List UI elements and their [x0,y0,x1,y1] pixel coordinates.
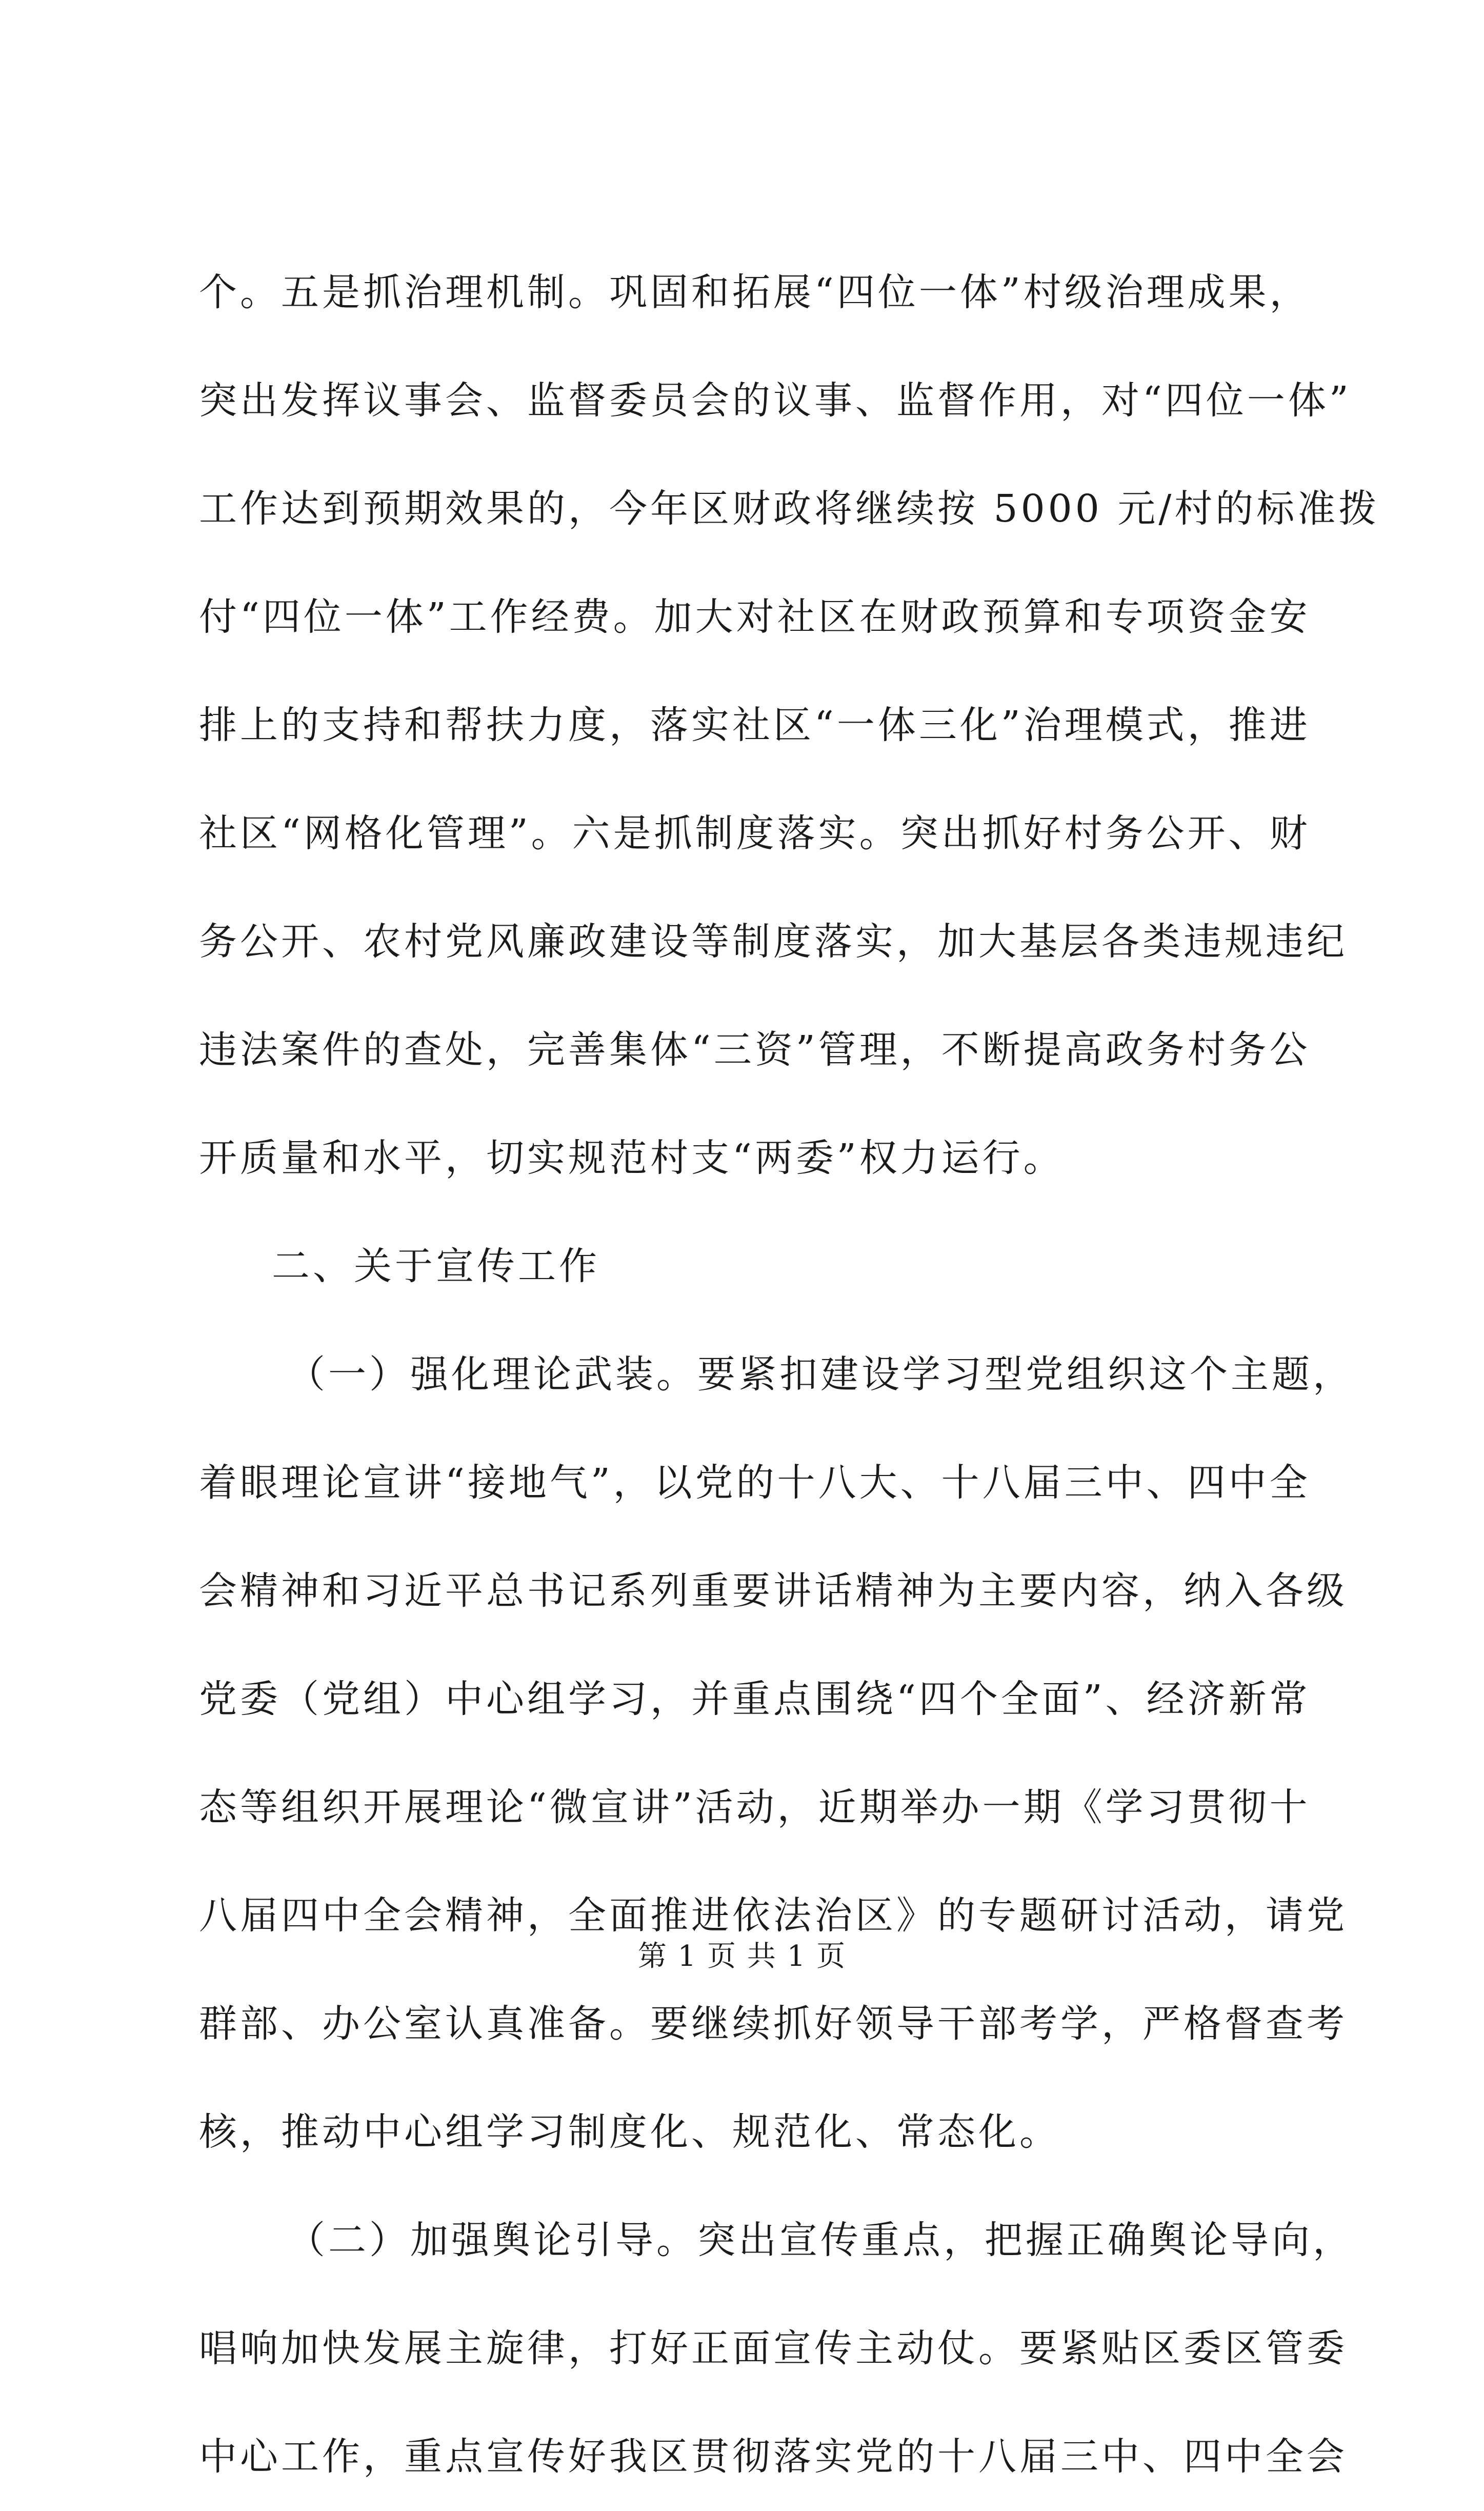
document-body [199,238,1380,2511]
text-line: 个。五是抓治理机制。巩固和拓展“四位一体”村级治理成果， [199,270,1311,314]
text-line: 付“四位一体”工作经费。加大对社区在财政预算和专项资金安 [199,595,1311,639]
text-line: 中心工作，重点宣传好我区贯彻落实党的十八届三中、四中全会 [199,2435,1348,2479]
text-line: 核，推动中心组学习制度化、规范化、常态化。 [199,2110,1060,2154]
text-line: 排上的支持和帮扶力度，落实社区“一体三化”治理模式，推进 [199,703,1311,747]
text-line: 工作达到预期效果的，今年区财政将继续按 5000 元/村的标准拨 [199,487,1380,531]
text-line: 群部、办公室认真准备。要继续抓好领导干部考学，严格督查考 [199,2002,1348,2046]
text-line: 社区“网格化管理”。六是抓制度落实。突出抓好村务公开、财 [199,811,1311,855]
subsection-heading-line: （一）强化理论武装。要紧扣建设学习型党组织这个主题， [287,1352,1354,1397]
text-line: 违法案件的查处，完善集体“三资”管理，不断提高政务村务公 [199,1028,1311,1072]
text-line: 务公开、农村党风廉政建设等制度落实，加大基层各类违规违纪 [199,920,1348,964]
page-number-footer: 第 1 页 共 1 页 [637,1940,847,1973]
text-line: 唱响加快发展主旋律，打好正面宣传主动仗。要紧贴区委区管委 [199,2326,1348,2370]
text-line: 八届四中全会精神，全面推进依法治区》的专题研讨活动，请党 [199,1894,1348,1938]
section-heading: 二、关于宣传工作 [272,1244,600,1288]
text-line: 突出发挥议事会、监督委员会的议事、监督作用，对“四位一体” [199,378,1352,423]
text-line: 党委（党组）中心组学习，并重点围绕“四个全面”、经济新常 [199,1677,1311,1721]
text-line: 着眼理论宣讲“接地气”，以党的十八大、十八届三中、四中全 [199,1461,1311,1505]
text-line: 开质量和水平，切实规范村支“两委”权力运行。 [199,1136,1065,1180]
text-line: 会精神和习近平总书记系列重要讲话精神为主要内容，纳入各级 [199,1569,1348,1613]
text-line: 态等组织开展理论“微宣讲”活动，近期举办一期《学习贯彻十 [199,1785,1311,1829]
subsection-heading-line: （二）加强舆论引导。突出宣传重点，把握正确舆论导向， [287,2218,1354,2262]
